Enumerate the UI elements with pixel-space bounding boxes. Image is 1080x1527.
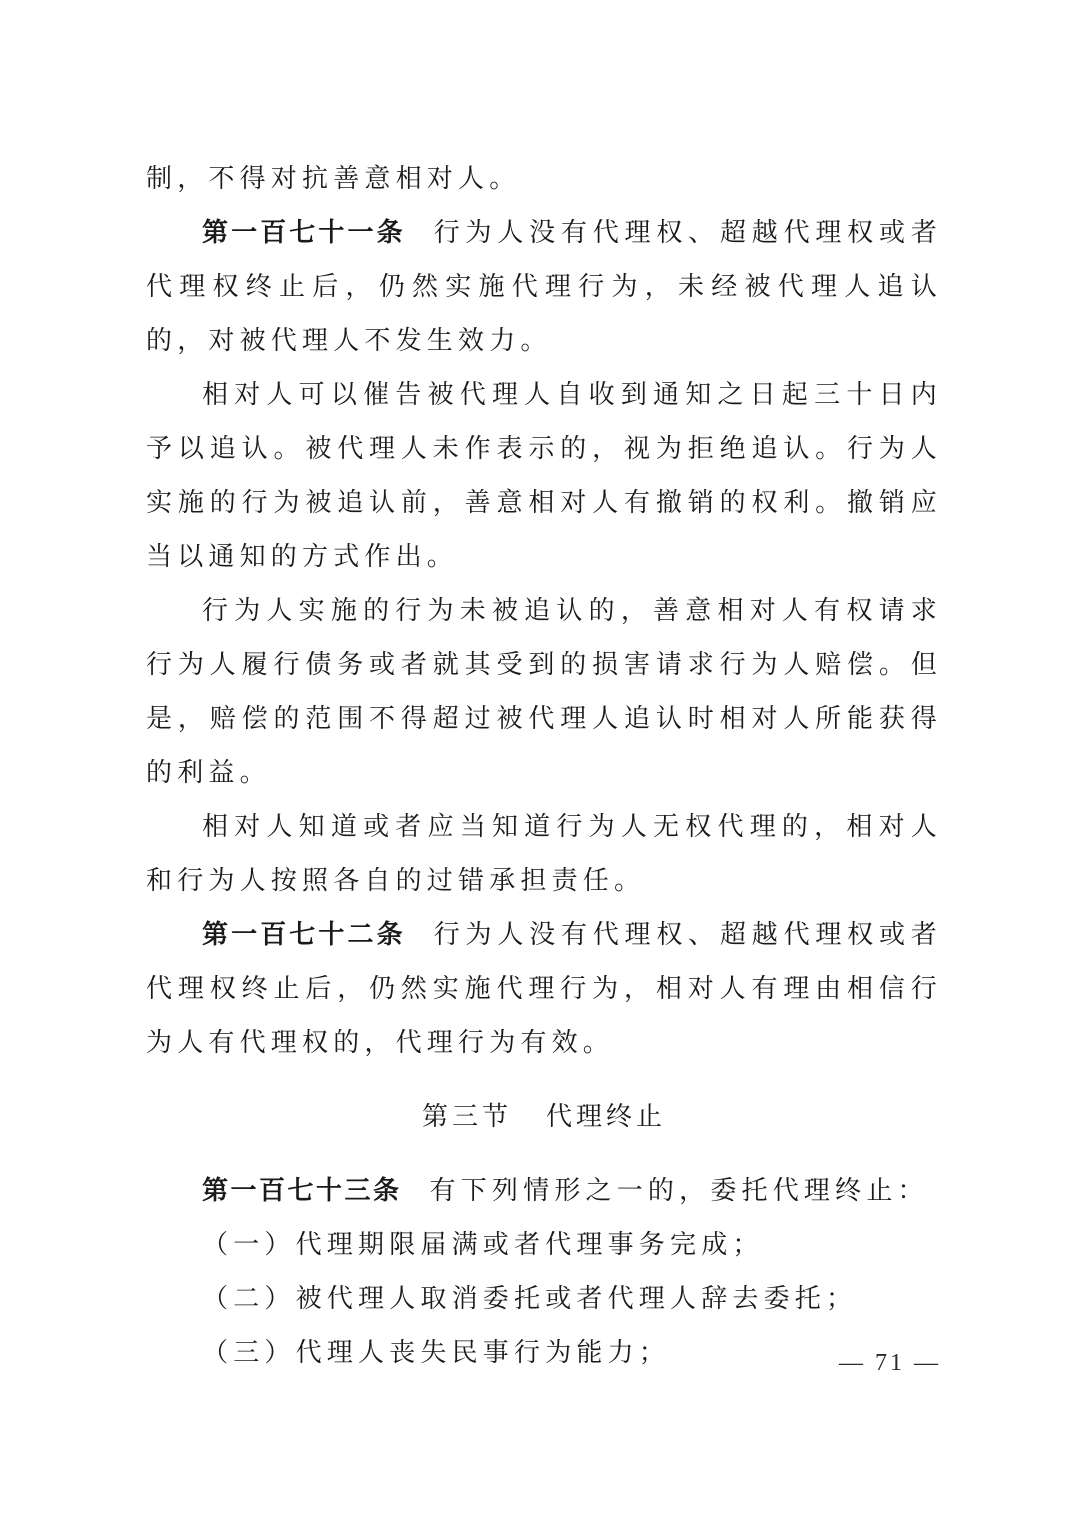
- article-171: [146, 206, 942, 368]
- list-item: [146, 1218, 942, 1272]
- article-text: 有下列情形之一的，委托代理终止：: [429, 1176, 929, 1206]
- paragraph-text: 相对人知道或者应当知道行为人无权代理的，相对人和行为人按照各自的过错承担责任。: [146, 812, 942, 896]
- document-body: [146, 152, 942, 1380]
- article-172: [146, 908, 942, 1070]
- article-text: 行为人没有代理权、超越代理权或者代理权终止后，仍然实施代理行为，未经被代理人追认的，对被代理人不发生效力。: [146, 218, 942, 356]
- article-heading: 第一百七十一条: [202, 218, 406, 248]
- article-heading: 第一百七十三条: [202, 1176, 402, 1206]
- section-number: 第三节: [421, 1102, 512, 1132]
- article-173: [146, 1164, 942, 1218]
- paragraph-text: 制，不得对抗善意相对人。: [146, 164, 521, 194]
- list-item-text: （三）代理人丧失民事行为能力；: [202, 1338, 671, 1368]
- list-item: [146, 1326, 942, 1380]
- paragraph-continuation: [146, 152, 942, 206]
- list-item-text: （一）代理期限届满或者代理事务完成；: [202, 1230, 764, 1260]
- paragraph-text: 行为人实施的行为未被追认的，善意相对人有权请求行为人履行债务或者就其受到的损害请求行为人赔偿。但是，赔偿的范围不得超过被代理人追认时相对人所能获得的利益。: [146, 596, 942, 788]
- paragraph: [146, 368, 942, 584]
- section-title: 代理终止: [546, 1102, 667, 1132]
- paragraph-text: 相对人可以催告被代理人自收到通知之日起三十日内予以追认。被代理人未作表示的，视为拒绝追认。行为人实施的行为被追认前，善意相对人有撤销的权利。撤销应当以通知的方式作出。: [146, 380, 942, 572]
- article-text: 行为人没有代理权、超越代理权或者代理权终止后，仍然实施代理行为，相对人有理由相信行为人有代理权的，代理行为有效。: [146, 920, 942, 1058]
- page-number: — 71 —: [839, 1350, 941, 1376]
- section-heading: [146, 1090, 942, 1144]
- article-heading: 第一百七十二条: [202, 920, 406, 950]
- list-item: [146, 1272, 942, 1326]
- paragraph: [146, 800, 942, 908]
- paragraph: [146, 584, 942, 800]
- list-item-text: （二）被代理人取消委托或者代理人辞去委托；: [202, 1284, 858, 1314]
